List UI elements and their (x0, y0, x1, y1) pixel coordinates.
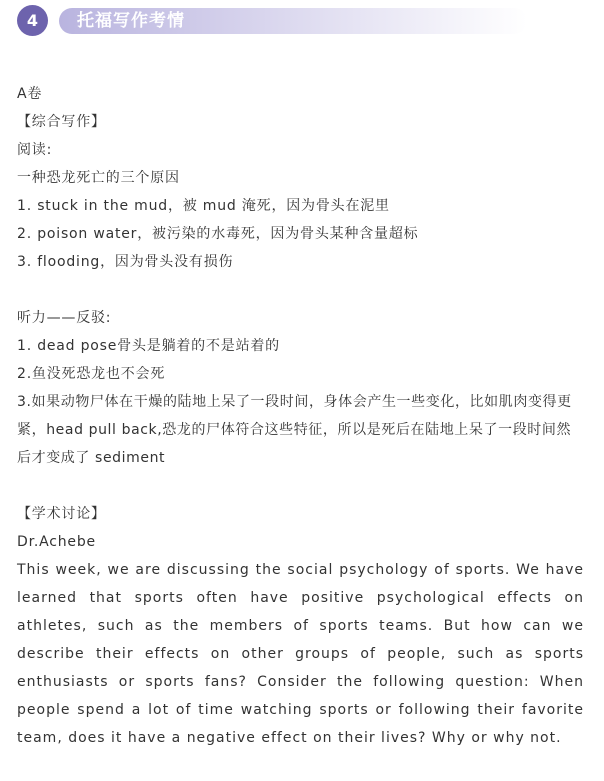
listening-point: 2.鱼没死恐龙也不会死 (17, 366, 166, 382)
listening-point: 3.如果动物尸体在干燥的陆地上呆了一段时间，身体会产生一些变化，比如肌肉变得更紧，head pull back,恐龙的尸体符合这些特征，所以是死后在陆地上呆了一段时间然后才变成了 sediment (17, 394, 572, 466)
reading-topic: 一种恐龙死亡的三个原因 (17, 170, 180, 186)
reading-point: 2. poison water，被污染的水毒死，因为骨头某种含量超标 (17, 226, 419, 242)
reading-point: 1. stuck in the mud，被 mud 淹死，因为骨头在泥里 (17, 198, 390, 214)
spacer (17, 472, 584, 500)
reading-label: 阅读: (17, 142, 53, 158)
academic-discussion-heading: 【学术讨论】 (17, 506, 106, 522)
section-title: 托福写作考情 (77, 11, 185, 31)
section-title-bar (59, 8, 527, 34)
section-number-badge: 4 (17, 5, 48, 36)
professor-name: Dr.Achebe (17, 534, 96, 550)
paper-label: A卷 (17, 86, 43, 102)
spacer (17, 276, 584, 304)
integrated-writing-heading: 【综合写作】 (17, 114, 106, 130)
section-header (17, 5, 527, 35)
listening-label: 听力——反驳: (17, 310, 112, 326)
reading-point: 3. flooding，因为骨头没有损伤 (17, 254, 234, 270)
article-body (17, 80, 584, 752)
discussion-prompt: This week, we are discussing the social psychology of sports. We have learned that sports often have positive psychological effects on athletes, such as the members of sports teams. But how can we describe their effects on other groups of people, such as sports enthusiasts or sports fans? Consider the following question: When people spend a lot of time watching sports or following their favorite team, does it have a negative effect on their lives? Why or why not. (17, 562, 584, 746)
listening-point: 1. dead pose骨头是躺着的不是站着的 (17, 338, 280, 354)
